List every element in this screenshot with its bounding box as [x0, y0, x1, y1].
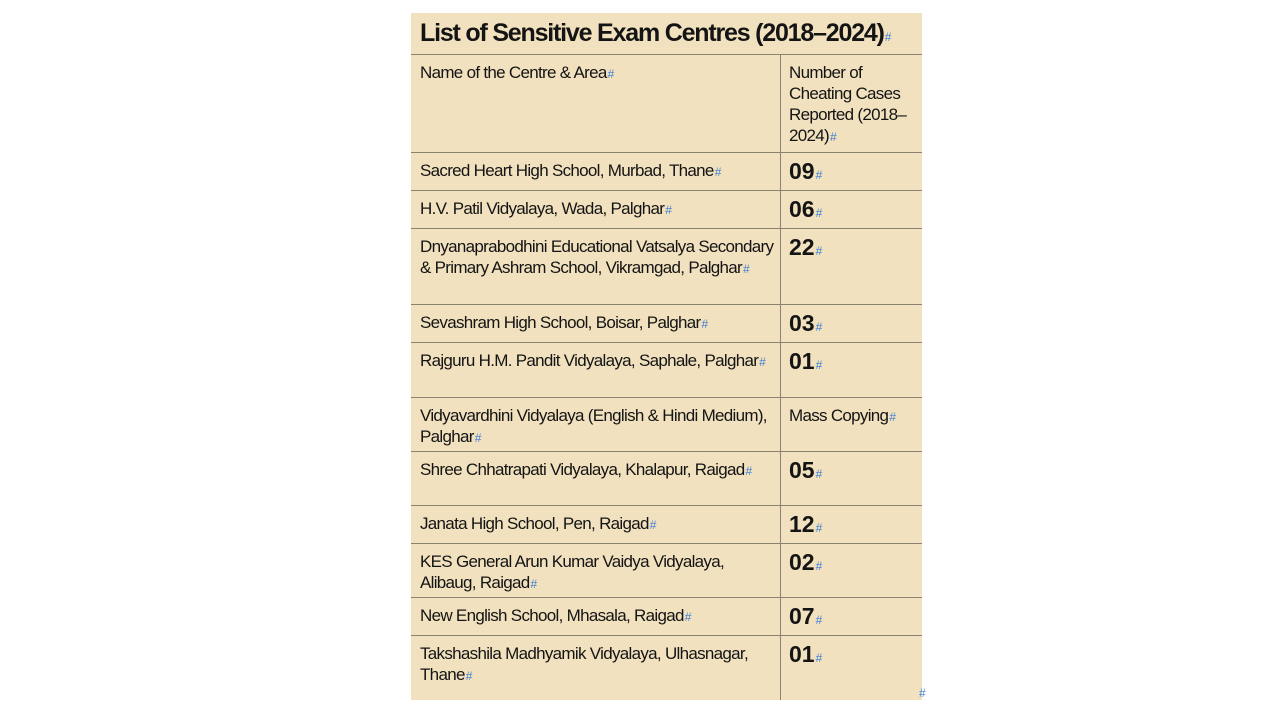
centre-name	[420, 513, 775, 536]
hash-marker: #	[665, 203, 672, 217]
cheating-cases-count	[789, 405, 917, 428]
hash-marker: #	[530, 577, 538, 591]
centre-name	[420, 312, 775, 335]
table-row	[411, 544, 922, 598]
cheating-cases-count	[789, 549, 917, 579]
table-row	[411, 636, 922, 700]
table-row	[411, 598, 922, 636]
centre-name-text: Takshashila Madhyamik Vidyalaya, Ulhasnagar, Thane	[420, 644, 748, 684]
centre-name	[420, 551, 775, 595]
table-header-row	[411, 55, 922, 153]
header-centre	[420, 62, 775, 85]
cheating-cases-count	[789, 511, 917, 541]
table-title-text: List of Sensitive Exam Centres (2018–2024)	[420, 19, 884, 47]
hash-marker: #	[759, 355, 766, 369]
cheating-cases-count	[789, 158, 917, 188]
cheating-cases-count	[789, 457, 917, 487]
hash-marker: #	[815, 320, 823, 334]
hash-marker: #	[815, 613, 823, 627]
table-row	[411, 398, 922, 452]
hash-marker: #	[829, 130, 837, 144]
centre-name	[420, 643, 775, 687]
centre-name	[420, 198, 775, 221]
header-cases	[789, 62, 915, 148]
centre-name	[420, 605, 775, 628]
hash-marker: #	[815, 559, 823, 573]
cheating-cases-text: 03	[789, 310, 815, 336]
hash-marker: #	[701, 317, 709, 331]
table-row	[411, 343, 922, 398]
cheating-cases-text: 09	[789, 158, 815, 184]
centre-name-text: Vidyavardhini Vidyalaya (English & Hindi Medium), Palghar	[420, 406, 767, 446]
cheating-cases-text: 22	[789, 234, 815, 260]
centre-name	[420, 459, 775, 482]
cheating-cases-count	[789, 310, 917, 340]
centre-name	[420, 350, 775, 373]
cheating-cases-text: 06	[789, 196, 815, 222]
hash-marker: #	[919, 686, 926, 700]
table-row	[411, 191, 922, 229]
centre-name-text: Shree Chhatrapati Vidyalaya, Khalapur, Raigad	[420, 460, 745, 479]
hash-marker: #	[607, 67, 615, 81]
centre-name-text: Sacred Heart High School, Murbad, Thane	[420, 161, 714, 180]
centre-name-text: Janata High School, Pen, Raigad	[420, 514, 649, 533]
hash-marker: #	[745, 464, 753, 478]
cheating-cases-text: 01	[789, 348, 815, 374]
cheating-cases-count	[789, 603, 917, 633]
cheating-cases-count	[789, 348, 917, 378]
cheating-cases-text: 07	[789, 603, 815, 629]
hash-marker: #	[815, 244, 823, 258]
hash-marker: #	[889, 410, 896, 424]
centre-name-text: Rajguru H.M. Pandit Vidyalaya, Saphale, Palghar	[420, 351, 759, 370]
table-row	[411, 153, 922, 191]
cheating-cases-text: 02	[789, 549, 815, 575]
centre-name-text: Sevashram High School, Boisar, Palghar	[420, 313, 701, 332]
centre-name-text: KES General Arun Kumar Vaidya Vidyalaya, Alibaug, Raigad	[420, 552, 724, 592]
header-cases-text: Number of Cheating Cases Reported (2018–2024)	[789, 63, 907, 145]
hash-marker: #	[815, 651, 823, 665]
hash-marker: #	[474, 431, 482, 445]
hash-marker: #	[815, 358, 823, 372]
sensitive-centres-table	[411, 13, 922, 700]
cheating-cases-text: 01	[789, 641, 815, 667]
hash-marker: #	[815, 521, 823, 535]
hash-marker: #	[743, 262, 750, 276]
table-row	[411, 452, 922, 506]
hash-marker: #	[465, 669, 473, 683]
cheating-cases-text: 12	[789, 511, 815, 537]
cheating-cases-count	[789, 196, 917, 226]
hash-marker: #	[815, 168, 823, 182]
centre-name-text: Dnyanaprabodhini Educational Vatsalya Secondary & Primary Ashram School, Vikramgad, Palghar	[420, 237, 774, 277]
cheating-cases-count	[789, 234, 917, 264]
centre-name	[420, 236, 775, 280]
hash-marker: #	[684, 610, 692, 624]
centre-name-text: New English School, Mhasala, Raigad	[420, 606, 684, 625]
hash-marker: #	[815, 206, 823, 220]
centre-name-text: H.V. Patil Vidyalaya, Wada, Palghar	[420, 199, 665, 218]
table-row	[411, 506, 922, 544]
cheating-cases-text: 05	[789, 457, 815, 483]
table-title	[411, 13, 922, 55]
hash-marker: #	[815, 467, 823, 481]
table-row	[411, 229, 922, 305]
centre-name	[420, 405, 775, 449]
hash-marker: #	[649, 518, 657, 532]
hash-marker: #	[714, 165, 722, 179]
cheating-cases-count	[789, 641, 917, 671]
table-row	[411, 305, 922, 343]
cheating-cases-text: Mass Copying	[789, 406, 889, 425]
header-centre-text: Name of the Centre & Area	[420, 63, 607, 82]
centre-name	[420, 160, 775, 183]
hash-marker: #	[884, 30, 892, 44]
